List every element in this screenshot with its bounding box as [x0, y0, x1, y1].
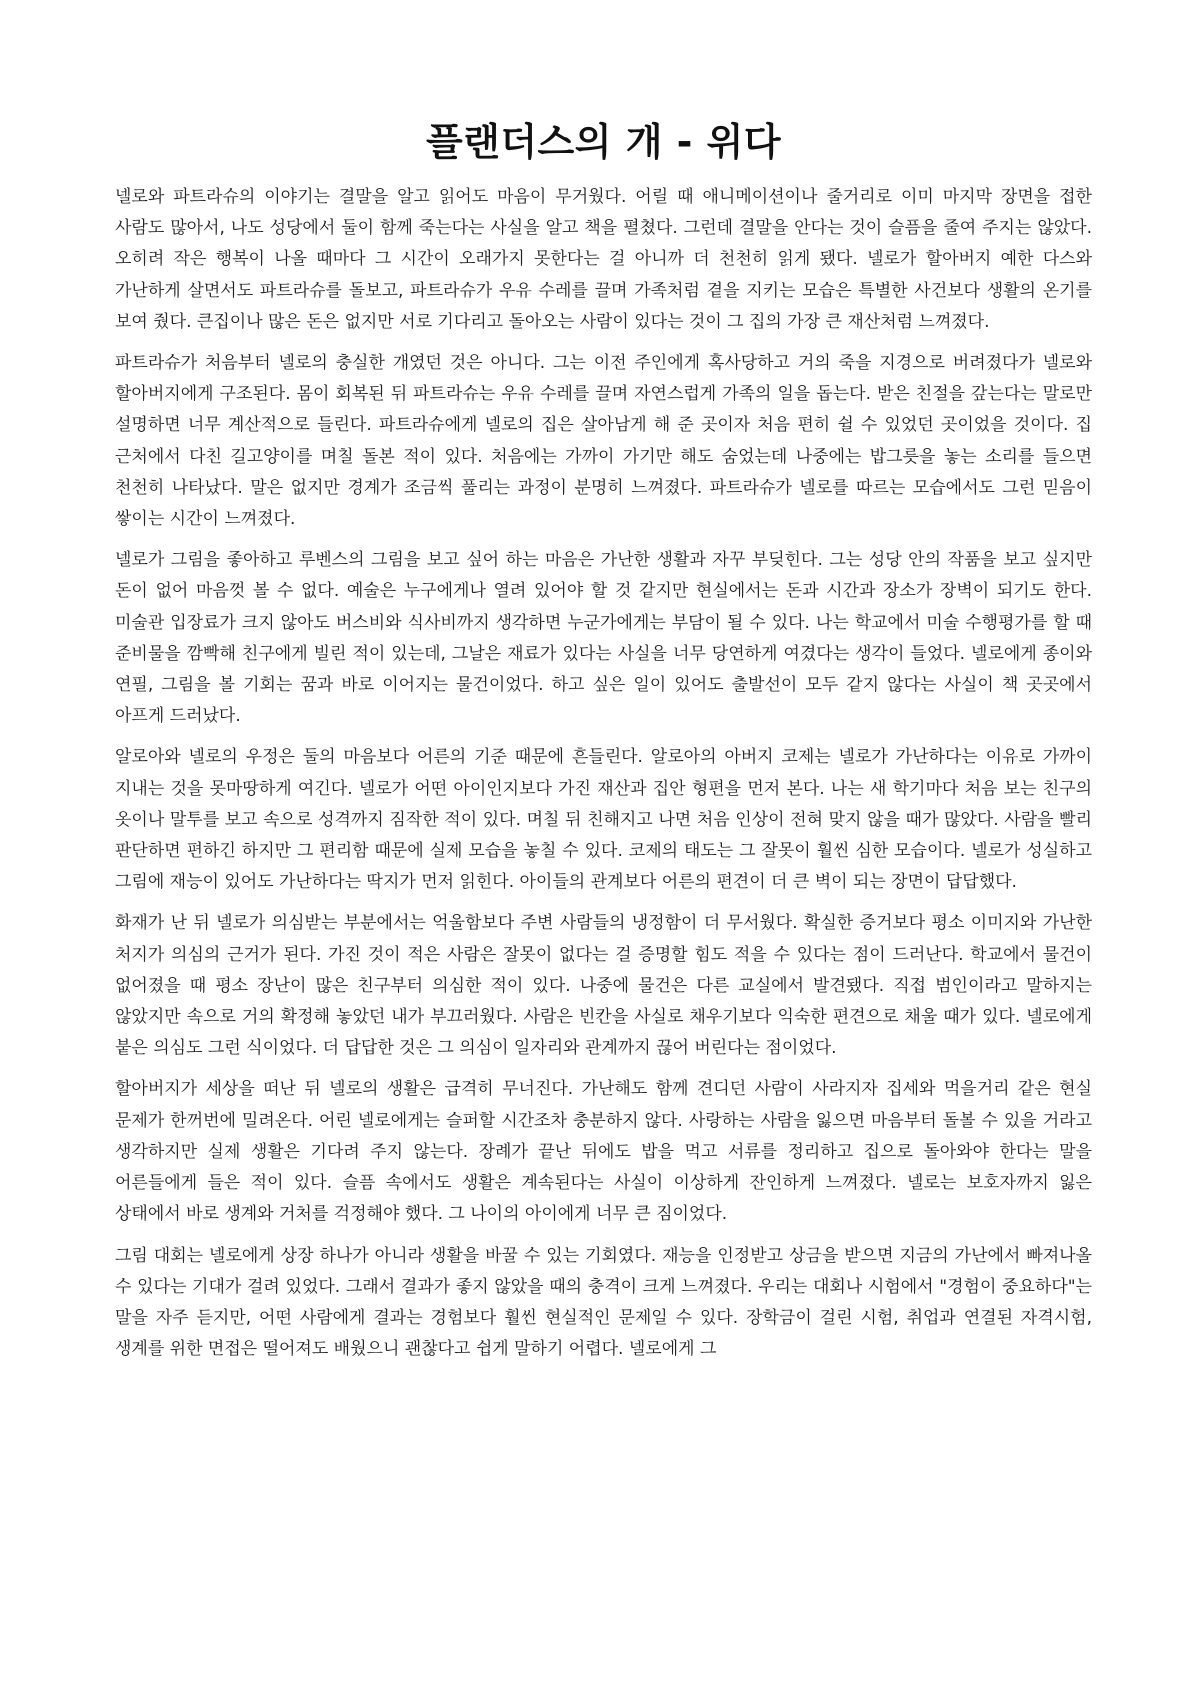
paragraph-4: 알로아와 넬로의 우정은 둘의 마음보다 어른의 기준 때문에 흔들린다. 알로아의 아버지 코제는 넬로가 가난하다는 이유로 가까이 지내는 것을 못마땅하게 여긴다. 넬로가 어떤 아이인지보다 가진 재산과 집안 형편을 먼저 본다. 나는 새 학기마다 처음 보는 친구의 옷이나 말투를 보고 속으로 성격까지 짐작한 적이 있다. 며칠 뒤 친해지고 나면 처음 인상이 전혀 맞지 않을 때가 많았다. 사람을 빨리 판단하면 편하긴 하지만 그 편리함 때문에 실제 모습을 놓칠 수 있다. 코제의 태도는 그 잘못이 훨씬 심한 모습이다. 넬로가 성실하고 그림에 재능이 있어도 가난하다는 딱지가 먼저 읽힌다. 아이들의 관계보다 어른의 편견이 더 큰 벽이 되는 장면이 답답했다.	[115, 747, 1092, 893]
paragraph-6: 할아버지가 세상을 떠난 뒤 넬로의 생활은 급격히 무너진다. 가난해도 함께 견디던 사람이 사라지자 집세와 먹을거리 같은 현실 문제가 한꺼번에 밀려온다. 어린 넬로에게는 슬퍼할 시간조차 충분하지 않다. 사랑하는 사람을 잃으면 마음부터 돌볼 수 있을 거라고 생각하지만 실제 생활은 기다려 주지 않는다. 장례가 끝난 뒤에도 밥을 먹고 서류를 정리하고 집으로 돌아와야 한다는 말을 어른들에게 들은 적이 있다. 슬픔 속에서도 생활은 계속된다는 사실이 이상하게 잔인하게 느껴졌다. 넬로는 보호자까지 잃은 상태에서 바로 생계와 거처를 걱정해야 했다. 그 나이의 아이에게 너무 큰 짐이었다.	[115, 1079, 1092, 1225]
paragraph-2: 파트라슈가 처음부터 넬로의 충실한 개였던 것은 아니다. 그는 이전 주인에게 혹사당하고 거의 죽을 지경으로 버려졌다가 넬로와 할아버지에게 구조된다. 몸이 회복된 뒤 파트라슈는 우유 수레를 끌며 자연스럽게 가족의 일을 돕는다. 받은 친절을 갚는다는 말로만 설명하면 너무 계산적으로 들린다. 파트라슈에게 넬로의 집은 살아남게 해 준 곳이자 처음 편히 쉴 수 있었던 곳이었을 것이다. 집 근처에서 다친 길고양이를 며칠 돌본 적이 있다. 처음에는 가까이 가기만 해도 숨었는데 나중에는 밥그릇을 놓는 소리를 들으면 천천히 나타났다. 말은 없지만 경계가 조금씩 풀리는 과정이 분명히 느껴졌다. 파트라슈가 넬로를 따르는 모습에서도 그런 믿음이 쌓이는 시간이 느껴졌다.	[115, 353, 1092, 530]
document-title: 플랜더스의 개 - 위다	[425, 120, 782, 164]
paragraph-5: 화재가 난 뒤 넬로가 의심받는 부분에서는 억울함보다 주변 사람들의 냉정함이 더 무서웠다. 확실한 증거보다 평소 이미지와 가난한 처지가 의심의 근거가 된다. 가진 것이 적은 사람은 잘못이 없다는 걸 증명할 힘도 적을 수 있다는 점이 드러난다. 학교에서 물건이 없어졌을 때 평소 장난이 많은 친구부터 의심한 적이 있다. 나중에 물건은 다른 교실에서 발견됐다. 직접 범인이라고 말하지는 않았지만 속으로 거의 확정해 놓았던 내가 부끄러웠다. 사람은 빈칸을 사실로 채우기보다 익숙한 편견으로 채울 때가 있다. 넬로에게 붙은 의심도 그런 식이었다. 더 답답한 것은 그 의심이 일자리와 관계까지 끊어 버린다는 점이었다.	[115, 913, 1092, 1059]
paragraph-7: 그림 대회는 넬로에게 상장 하나가 아니라 생활을 바꿀 수 있는 기회였다. 재능을 인정받고 상금을 받으면 지금의 가난에서 빠져나올 수 있다는 기대가 걸려 있었다. 그래서 결과가 좋지 않았을 때의 충격이 크게 느껴졌다. 우리는 대회나 시험에서 "경험이 중요하다"는 말을 자주 듣지만, 어떤 사람에게 결과는 경험보다 훨씬 현실적인 문제일 수 있다. 장학금이 걸린 시험, 취업과 연결된 자격시험, 생계를 위한 면접은 떨어져도 배웠으니 괜찮다고 쉽게 말하기 어렵다. 넬로에게 그	[115, 1245, 1092, 1360]
paragraph-3: 넬로가 그림을 좋아하고 루벤스의 그림을 보고 싶어 하는 마음은 가난한 생활과 자꾸 부딪힌다. 그는 성당 안의 작품을 보고 싶지만 돈이 없어 마음껏 볼 수 없다. 예술은 누구에게나 열려 있어야 할 것 같지만 현실에서는 돈과 시간과 장소가 장벽이 되기도 한다. 미술관 입장료가 크지 않아도 버스비와 식사비까지 생각하면 누군가에게는 부담이 될 수 있다. 나는 학교에서 미술 수행평가를 할 때 준비물을 깜빡해 친구에게 빌린 적이 있는데, 그날은 재료가 있다는 사실을 너무 당연하게 여겼다는 생각이 들었다. 넬로에게 종이와 연필, 그림을 볼 기회는 꿈과 바로 이어지는 물건이었다. 하고 싶은 일이 있어도 출발선이 모두 같지 않다는 사실이 책 곳곳에서 아프게 드러났다.	[115, 550, 1092, 727]
paragraph-1: 넬로와 파트라슈의 이야기는 결말을 알고 읽어도 마음이 무거웠다. 어릴 때 애니메이션이나 줄거리로 이미 마지막 장면을 접한 사람도 많아서, 나도 성당에서 둘이 함께 죽는다는 사실을 알고 책을 펼쳤다. 그런데 결말을 안다는 것이 슬픔을 줄여 주지는 않았다. 오히려 작은 행복이 나올 때마다 그 시간이 오래가지 못한다는 걸 아니까 더 천천히 읽게 됐다. 넬로가 할아버지 예한 다스와 가난하게 살면서도 파트라슈를 돌보고, 파트라슈가 우유 수레를 끌며 가족처럼 곁을 지키는 모습은 특별한 사건보다 생활의 온기를 보여 줬다. 큰집이나 많은 돈은 없지만 서로 기다리고 돌아오는 사람이 있다는 것이 그 집의 가장 큰 재산처럼 느껴졌다.	[115, 187, 1092, 332]
